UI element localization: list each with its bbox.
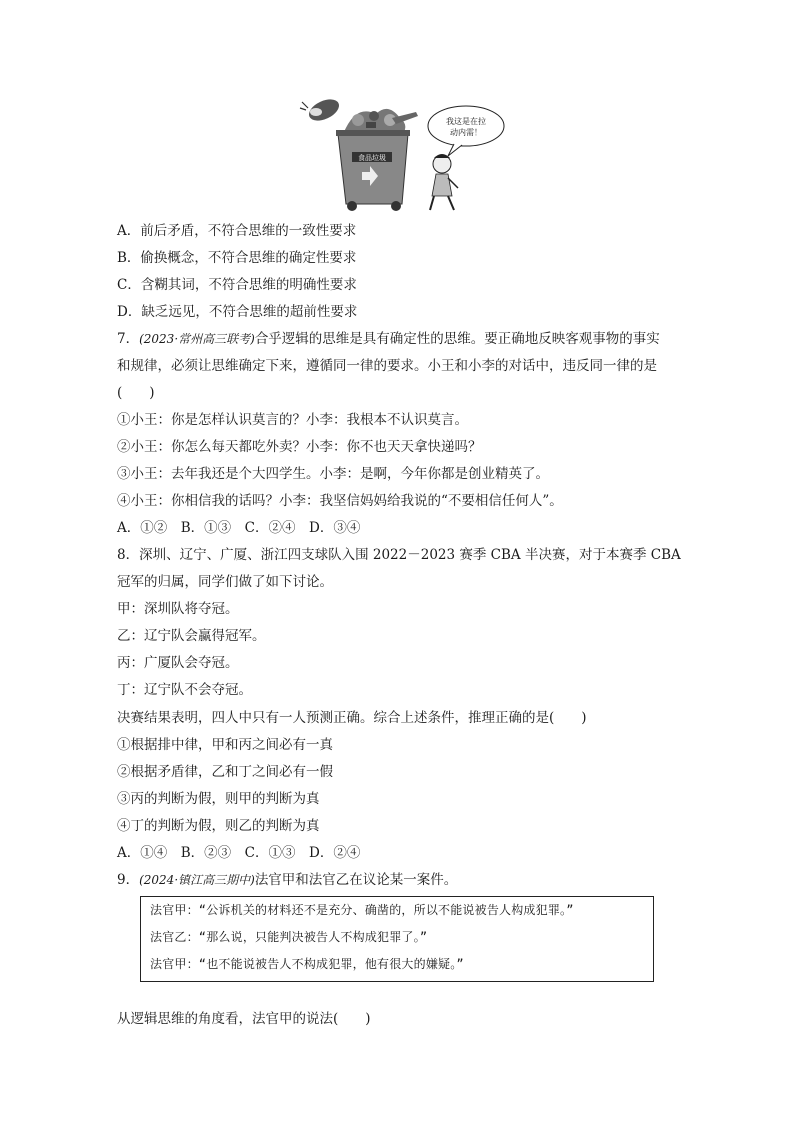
q9-question: 从逻辑思维的角度看，法官甲的说法( ): [117, 1011, 371, 1027]
q9-number: 9．: [117, 872, 140, 888]
q6-option-a: A．前后矛盾，不符合思维的一致性要求: [117, 223, 357, 239]
q7-text: 合乎逻辑的思维是具有确定性的思维。要正确地反映客观事物的事实: [254, 331, 660, 347]
q8-stem-line2: 冠军的归属，同学们做了如下讨论。: [117, 574, 333, 590]
q9-source: (2024·镇江高三期中): [139, 873, 255, 887]
q7-number: 7．: [117, 331, 140, 347]
q8-stem-line1: 8．深圳、辽宁、广厦、浙江四支球队入围 2022－2023 赛季 CBA 半决赛，对于本赛季 CBA: [117, 547, 681, 563]
q7-stem-line2: 和规律，必须让思维确定下来，遵循同一律的要求。小王和小李的对话中，违反同一律的是: [117, 358, 657, 374]
q9-dialogue-line-1: 法官甲：“公诉机关的材料还不是充分、确凿的，所以不能说被告人构成犯罪。”: [150, 903, 574, 917]
flying-bag-icon: [300, 96, 342, 125]
svg-text:我这是在拉: 我这是在拉: [446, 117, 486, 126]
q9-intro: 法官甲和法官乙在议论某一案件。: [254, 872, 458, 888]
man-figure-icon: [430, 154, 458, 210]
q7-source: (2023·常州高三联考): [139, 332, 255, 346]
q9-dialogue-box: [140, 896, 654, 982]
q9-dialogue-line-3: 法官甲：“也不能说被告人不构成犯罪，他有很大的嫌疑。”: [150, 957, 464, 971]
q7-item-4: ④小王：你相信我的话吗？小李：我坚信妈妈给我说的“不要相信任何人”。: [117, 493, 563, 509]
q8-item-2: ②根据矛盾律，乙和丁之间必有一假: [117, 764, 333, 780]
trash-bin-icon: [336, 130, 410, 211]
q6-option-b: B．偷换概念，不符合思维的确定性要求: [117, 250, 357, 266]
q9-stem: [117, 871, 457, 889]
q8-statement-bing: 丙：广厦队会夺冠。: [117, 655, 239, 671]
q8-item-3: ③丙的判断为假，则甲的判断为真: [117, 791, 320, 807]
q8-statement-ding: 丁：辽宁队不会夺冠。: [117, 682, 252, 698]
q9-dialogue-line-2: 法官乙：“那么说，只能判决被告人不构成犯罪了。”: [150, 930, 428, 944]
q8-statement-yi: 乙：辽宁队会赢得冠军。: [117, 628, 266, 644]
q7-answer-options: A．①② B．①③ C．②④ D．③④: [117, 520, 361, 536]
cartoon-illustration: [296, 96, 506, 214]
q7-answer-blank: ( ): [117, 385, 155, 401]
svg-text:食品垃圾: 食品垃圾: [358, 154, 386, 162]
q6-option-d: D．缺乏远见，不符合思维的超前性要求: [117, 304, 358, 320]
q8-item-1: ①根据排中律，甲和丙之间必有一真: [117, 737, 333, 753]
q7-item-1: ①小王：你是怎样认识莫言的？小李：我根本不认识莫言。: [117, 412, 468, 428]
q7-stem-line1: [117, 330, 660, 348]
q7-item-3: ③小王：去年我还是个大四学生。小李：是啊，今年你都是创业精英了。: [117, 466, 549, 482]
q7-item-2: ②小王：你怎么每天都吃外卖？小李：你不也天天拿快递吗？: [117, 439, 482, 455]
q8-answer-options: A．①④ B．②③ C．①③ D．②④: [117, 845, 361, 861]
q8-statement-jia: 甲：深圳队将夺冠。: [117, 601, 239, 617]
q6-option-c: C．含糊其词，不符合思维的明确性要求: [117, 277, 357, 293]
svg-text:动内需！: 动内需！: [450, 128, 482, 137]
q8-item-4: ④丁的判断为假，则乙的判断为真: [117, 818, 320, 834]
q8-question: 决赛结果表明，四人中只有一人预测正确。综合上述条件，推理正确的是( ): [117, 710, 587, 726]
